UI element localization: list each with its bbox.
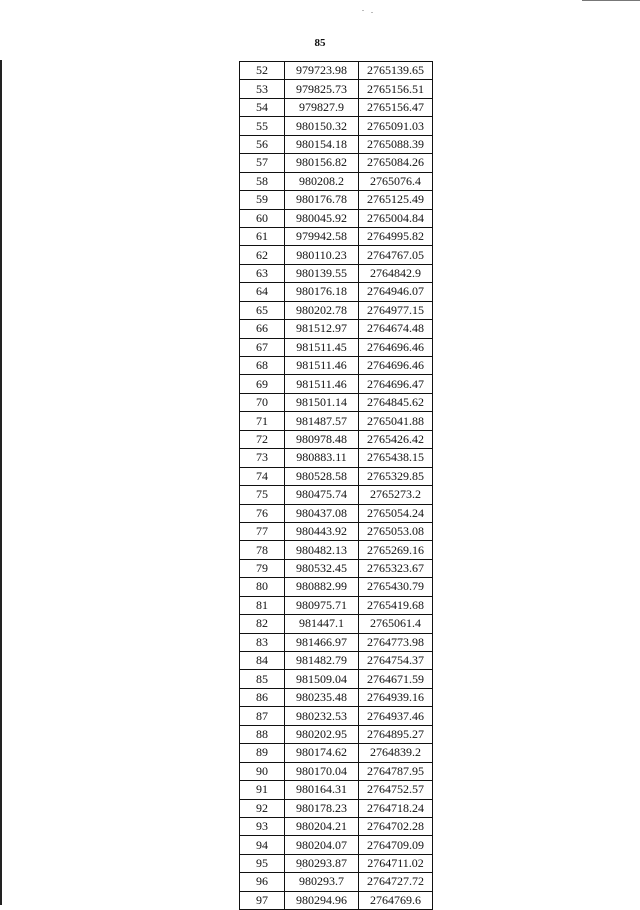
coordinates-table (239, 61, 433, 910)
scan-speck (362, 10, 364, 11)
x-coordinate-cell: 981511.46 (285, 357, 359, 375)
x-coordinate-cell: 979827.9 (285, 98, 359, 116)
y-coordinate-cell: 2765088.39 (359, 135, 433, 153)
point-number-cell: 72 (240, 430, 285, 448)
point-number-cell: 80 (240, 578, 285, 596)
table-row (240, 559, 433, 577)
y-coordinate-cell: 2764727.72 (359, 873, 433, 891)
table-row (240, 873, 433, 891)
y-coordinate-cell: 2764946.07 (359, 283, 433, 301)
table-row (240, 412, 433, 430)
table-row (240, 688, 433, 706)
x-coordinate-cell: 981447.1 (285, 615, 359, 633)
point-number-cell: 76 (240, 504, 285, 522)
table-row (240, 670, 433, 688)
y-coordinate-cell: 2764696.46 (359, 357, 433, 375)
x-coordinate-cell: 980202.95 (285, 725, 359, 743)
point-number-cell: 90 (240, 762, 285, 780)
table-row (240, 375, 433, 393)
y-coordinate-cell: 2764711.02 (359, 854, 433, 872)
y-coordinate-cell: 2764769.6 (359, 891, 433, 909)
point-number-cell: 68 (240, 357, 285, 375)
point-number-cell: 55 (240, 117, 285, 135)
point-number-cell: 53 (240, 80, 285, 98)
x-coordinate-cell: 980156.82 (285, 154, 359, 172)
point-number-cell: 74 (240, 467, 285, 485)
table-row (240, 891, 433, 909)
x-coordinate-cell: 980437.08 (285, 504, 359, 522)
x-coordinate-cell: 981511.46 (285, 375, 359, 393)
x-coordinate-cell: 980139.55 (285, 264, 359, 282)
x-coordinate-cell: 980174.62 (285, 744, 359, 762)
point-number-cell: 86 (240, 688, 285, 706)
scan-edge-line (582, 0, 640, 1)
point-number-cell: 94 (240, 836, 285, 854)
point-number-cell: 91 (240, 781, 285, 799)
y-coordinate-cell: 2764752.57 (359, 781, 433, 799)
y-coordinate-cell: 2764937.46 (359, 707, 433, 725)
point-number-cell: 83 (240, 633, 285, 651)
y-coordinate-cell: 2765054.24 (359, 504, 433, 522)
scan-speck (371, 12, 373, 13)
y-coordinate-cell: 2764773.98 (359, 633, 433, 651)
point-number-cell: 57 (240, 154, 285, 172)
x-coordinate-cell: 980154.18 (285, 135, 359, 153)
table-row (240, 486, 433, 504)
y-coordinate-cell: 2765139.65 (359, 62, 433, 80)
table-row (240, 633, 433, 651)
y-coordinate-cell: 2765076.4 (359, 172, 433, 190)
page-number: 85 (314, 37, 326, 49)
table-row (240, 836, 433, 854)
table-row (240, 578, 433, 596)
y-coordinate-cell: 2764696.47 (359, 375, 433, 393)
y-coordinate-cell: 2764696.46 (359, 338, 433, 356)
table-row (240, 191, 433, 209)
x-coordinate-cell: 981511.45 (285, 338, 359, 356)
table-row (240, 135, 433, 153)
y-coordinate-cell: 2765084.26 (359, 154, 433, 172)
table-row (240, 209, 433, 227)
y-coordinate-cell: 2764977.15 (359, 301, 433, 319)
table-row (240, 338, 433, 356)
page-left-border (0, 60, 2, 905)
table-row (240, 98, 433, 116)
y-coordinate-cell: 2765438.15 (359, 449, 433, 467)
x-coordinate-cell: 980045.92 (285, 209, 359, 227)
point-number-cell: 73 (240, 449, 285, 467)
x-coordinate-cell: 980475.74 (285, 486, 359, 504)
table-row (240, 246, 433, 264)
table-row (240, 62, 433, 80)
x-coordinate-cell: 980235.48 (285, 688, 359, 706)
x-coordinate-cell: 981482.79 (285, 652, 359, 670)
point-number-cell: 69 (240, 375, 285, 393)
y-coordinate-cell: 2765053.08 (359, 522, 433, 540)
point-number-cell: 70 (240, 393, 285, 411)
point-number-cell: 84 (240, 652, 285, 670)
point-number-cell: 61 (240, 227, 285, 245)
point-number-cell: 54 (240, 98, 285, 116)
table-row (240, 449, 433, 467)
table-row (240, 320, 433, 338)
point-number-cell: 78 (240, 541, 285, 559)
y-coordinate-cell: 2765329.85 (359, 467, 433, 485)
y-coordinate-cell: 2764995.82 (359, 227, 433, 245)
table-row (240, 283, 433, 301)
y-coordinate-cell: 2764671.59 (359, 670, 433, 688)
x-coordinate-cell: 980883.11 (285, 449, 359, 467)
x-coordinate-cell: 980150.32 (285, 117, 359, 135)
point-number-cell: 96 (240, 873, 285, 891)
y-coordinate-cell: 2765419.68 (359, 596, 433, 614)
x-coordinate-cell: 980202.78 (285, 301, 359, 319)
table-row (240, 707, 433, 725)
y-coordinate-cell: 2765041.88 (359, 412, 433, 430)
point-number-cell: 56 (240, 135, 285, 153)
x-coordinate-cell: 980176.78 (285, 191, 359, 209)
table-row (240, 430, 433, 448)
table-row (240, 154, 433, 172)
y-coordinate-cell: 2765273.2 (359, 486, 433, 504)
table-row (240, 80, 433, 98)
x-coordinate-cell: 980170.04 (285, 762, 359, 780)
table-row (240, 467, 433, 485)
point-number-cell: 97 (240, 891, 285, 909)
x-coordinate-cell: 981487.57 (285, 412, 359, 430)
x-coordinate-cell: 980293.7 (285, 873, 359, 891)
y-coordinate-cell: 2764839.2 (359, 744, 433, 762)
x-coordinate-cell: 981501.14 (285, 393, 359, 411)
point-number-cell: 92 (240, 799, 285, 817)
y-coordinate-cell: 2764842.9 (359, 264, 433, 282)
table-row (240, 725, 433, 743)
y-coordinate-cell: 2765430.79 (359, 578, 433, 596)
point-number-cell: 59 (240, 191, 285, 209)
point-number-cell: 87 (240, 707, 285, 725)
point-number-cell: 63 (240, 264, 285, 282)
point-number-cell: 85 (240, 670, 285, 688)
x-coordinate-cell: 980176.18 (285, 283, 359, 301)
x-coordinate-cell: 980532.45 (285, 559, 359, 577)
table-row (240, 781, 433, 799)
x-coordinate-cell: 980294.96 (285, 891, 359, 909)
y-coordinate-cell: 2765156.51 (359, 80, 433, 98)
table-row (240, 541, 433, 559)
table-row (240, 504, 433, 522)
table-row (240, 817, 433, 835)
point-number-cell: 58 (240, 172, 285, 190)
table-row (240, 301, 433, 319)
x-coordinate-cell: 980882.99 (285, 578, 359, 596)
x-coordinate-cell: 979723.98 (285, 62, 359, 80)
y-coordinate-cell: 2765125.49 (359, 191, 433, 209)
y-coordinate-cell: 2765156.47 (359, 98, 433, 116)
y-coordinate-cell: 2765091.03 (359, 117, 433, 135)
point-number-cell: 81 (240, 596, 285, 614)
x-coordinate-cell: 980482.13 (285, 541, 359, 559)
x-coordinate-cell: 980208.2 (285, 172, 359, 190)
table-row (240, 652, 433, 670)
point-number-cell: 93 (240, 817, 285, 835)
point-number-cell: 71 (240, 412, 285, 430)
table-row (240, 762, 433, 780)
point-number-cell: 64 (240, 283, 285, 301)
table-row (240, 393, 433, 411)
point-number-cell: 75 (240, 486, 285, 504)
y-coordinate-cell: 2764702.28 (359, 817, 433, 835)
point-number-cell: 66 (240, 320, 285, 338)
x-coordinate-cell: 980978.48 (285, 430, 359, 448)
table-row (240, 117, 433, 135)
x-coordinate-cell: 979942.58 (285, 227, 359, 245)
y-coordinate-cell: 2765061.4 (359, 615, 433, 633)
x-coordinate-cell: 980443.92 (285, 522, 359, 540)
y-coordinate-cell: 2764939.16 (359, 688, 433, 706)
point-number-cell: 88 (240, 725, 285, 743)
point-number-cell: 79 (240, 559, 285, 577)
x-coordinate-cell: 979825.73 (285, 80, 359, 98)
x-coordinate-cell: 980204.21 (285, 817, 359, 835)
y-coordinate-cell: 2765004.84 (359, 209, 433, 227)
table-row (240, 264, 433, 282)
table-row (240, 357, 433, 375)
point-number-cell: 65 (240, 301, 285, 319)
point-number-cell: 52 (240, 62, 285, 80)
table-row (240, 172, 433, 190)
y-coordinate-cell: 2764674.48 (359, 320, 433, 338)
point-number-cell: 62 (240, 246, 285, 264)
point-number-cell: 95 (240, 854, 285, 872)
y-coordinate-cell: 2765323.67 (359, 559, 433, 577)
x-coordinate-cell: 980232.53 (285, 707, 359, 725)
point-number-cell: 89 (240, 744, 285, 762)
x-coordinate-cell: 981509.04 (285, 670, 359, 688)
table-row (240, 227, 433, 245)
y-coordinate-cell: 2764845.62 (359, 393, 433, 411)
x-coordinate-cell: 980975.71 (285, 596, 359, 614)
y-coordinate-cell: 2764718.24 (359, 799, 433, 817)
x-coordinate-cell: 980110.23 (285, 246, 359, 264)
y-coordinate-cell: 2764709.09 (359, 836, 433, 854)
y-coordinate-cell: 2764787.95 (359, 762, 433, 780)
table-row (240, 799, 433, 817)
x-coordinate-cell: 980528.58 (285, 467, 359, 485)
point-number-cell: 60 (240, 209, 285, 227)
y-coordinate-cell: 2765269.16 (359, 541, 433, 559)
y-coordinate-cell: 2764754.37 (359, 652, 433, 670)
table-row (240, 522, 433, 540)
coordinates-table-body (240, 62, 433, 910)
y-coordinate-cell: 2765426.42 (359, 430, 433, 448)
point-number-cell: 67 (240, 338, 285, 356)
x-coordinate-cell: 980164.31 (285, 781, 359, 799)
table-row (240, 615, 433, 633)
table-row (240, 854, 433, 872)
x-coordinate-cell: 981512.97 (285, 320, 359, 338)
table-row (240, 744, 433, 762)
point-number-cell: 77 (240, 522, 285, 540)
x-coordinate-cell: 980293.87 (285, 854, 359, 872)
y-coordinate-cell: 2764767.05 (359, 246, 433, 264)
point-number-cell: 82 (240, 615, 285, 633)
x-coordinate-cell: 980178.23 (285, 799, 359, 817)
x-coordinate-cell: 980204.07 (285, 836, 359, 854)
table-row (240, 596, 433, 614)
y-coordinate-cell: 2764895.27 (359, 725, 433, 743)
x-coordinate-cell: 981466.97 (285, 633, 359, 651)
